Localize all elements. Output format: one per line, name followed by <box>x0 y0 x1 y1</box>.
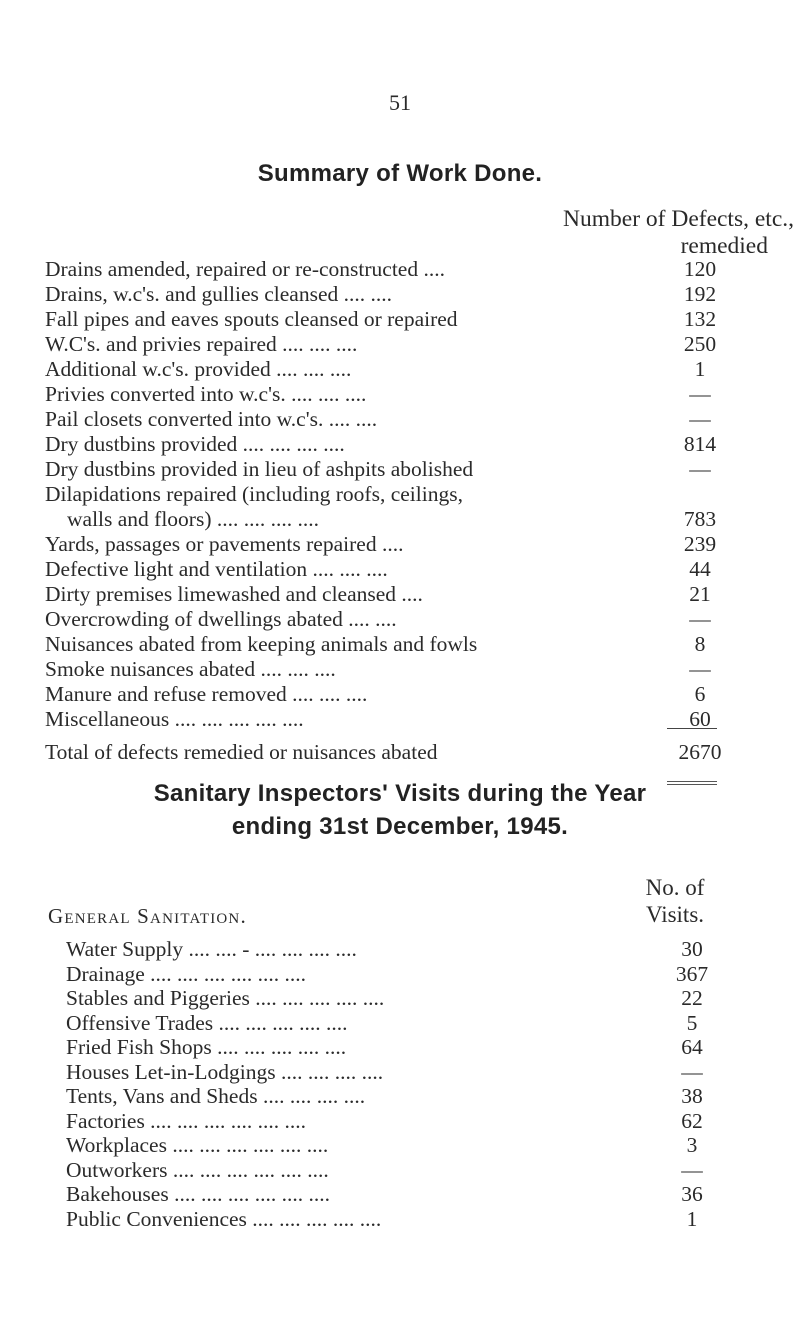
row-value: 250 <box>683 332 717 356</box>
table-row <box>45 282 745 307</box>
row-value: 21 <box>689 582 711 606</box>
row-label-text: Yards, passages or pavements repaired .... <box>45 532 404 556</box>
summary-table <box>45 257 745 732</box>
row-value: 64 <box>681 1035 703 1059</box>
table-row <box>66 1109 722 1134</box>
row-value: 132 <box>683 307 717 331</box>
row-label <box>66 1060 383 1085</box>
row-label-text: Miscellaneous .... .... .... .... .... <box>45 707 304 731</box>
row-label-text: Bakehouses .... .... .... .... .... .... <box>66 1182 330 1206</box>
row-value: 3 <box>686 1133 698 1157</box>
row-value: — <box>689 607 711 631</box>
row-label <box>66 1109 306 1134</box>
row-label-text: W.C's. and privies repaired .... .... .... <box>45 332 358 356</box>
summary-title: Summary of Work Done. <box>257 160 543 187</box>
row-value: 36 <box>681 1182 703 1206</box>
row-label-text: Additional w.c's. provided .... .... .... <box>45 357 352 381</box>
row-value: 8 <box>694 632 706 656</box>
row-label <box>45 307 458 332</box>
row-value: 367 <box>675 961 709 986</box>
row-label <box>45 457 473 482</box>
row-label <box>45 282 392 307</box>
row-value: 22 <box>681 986 703 1010</box>
row-label-text: Drains, w.c's. and gullies cleansed .... .... <box>45 282 392 306</box>
row-value: 30 <box>681 937 703 961</box>
row-label-text: Privies converted into w.c's. .... .... .... <box>45 382 367 406</box>
row-value: 6 <box>694 682 706 706</box>
table-row <box>45 707 745 732</box>
total-value: 2670 <box>678 740 722 764</box>
summary-column-heading-line1: Number of Defects, etc., <box>563 206 794 232</box>
row-value: — <box>689 457 711 481</box>
row-label <box>66 1182 330 1207</box>
table-row <box>45 357 745 382</box>
visits-column-heading <box>620 874 730 928</box>
row-label-text: Defective light and ventilation .... .... .... <box>45 557 388 581</box>
row-label-continuation: walls and floors) .... .... .... .... <box>67 507 319 531</box>
table-row <box>45 557 745 582</box>
row-label <box>45 682 367 707</box>
row-label-text: Smoke nuisances abated .... .... .... <box>45 657 336 681</box>
row-label-text: Overcrowding of dwellings abated .... .... <box>45 607 397 631</box>
row-label <box>45 407 377 432</box>
row-label <box>66 986 384 1011</box>
table-row <box>45 582 745 607</box>
row-label <box>45 557 388 582</box>
table-row <box>66 1133 722 1158</box>
row-label-text: Drainage .... .... .... .... .... .... <box>66 961 307 986</box>
row-label-text: Workplaces .... .... .... .... .... .... <box>66 1133 329 1157</box>
table-row <box>66 1158 722 1183</box>
row-value: — <box>689 407 711 431</box>
table-row <box>45 432 745 457</box>
row-label <box>45 482 463 532</box>
row-label-text: Fall pipes and eaves spouts cleansed or repaired <box>45 307 458 331</box>
row-label-text: Outworkers .... .... .... .... .... .... <box>66 1157 329 1182</box>
row-value: 783 <box>683 507 717 531</box>
table-row <box>66 1035 722 1060</box>
row-value: 5 <box>686 1010 698 1035</box>
row-label-text: Manure and refuse removed .... .... .... <box>45 682 368 706</box>
summary-column-heading <box>424 206 794 260</box>
row-label-text: Nuisances abated from keeping animals and fowls <box>45 632 478 656</box>
row-value: 1 <box>694 357 706 381</box>
row-label <box>66 1035 346 1060</box>
row-label <box>66 962 306 987</box>
row-label <box>45 657 336 682</box>
row-value: — <box>689 382 711 406</box>
table-row <box>45 657 745 682</box>
table-row <box>45 332 745 357</box>
visits-title-line2: ending 31st December, 1945. <box>231 813 569 840</box>
table-row <box>66 1084 722 1109</box>
row-value: — <box>681 1059 703 1084</box>
table-row <box>66 986 722 1011</box>
table-row <box>66 962 722 987</box>
row-label <box>45 432 345 457</box>
row-label-text: Dilapidations repaired (including roofs, ceilings, <box>45 482 463 506</box>
row-label <box>66 1084 365 1109</box>
table-row <box>66 1182 722 1207</box>
table-row <box>45 457 745 482</box>
row-label <box>45 707 304 732</box>
row-label-text: Dry dustbins provided .... .... .... .... <box>45 432 345 456</box>
table-row <box>45 632 745 657</box>
row-label <box>45 582 423 607</box>
row-value: 120 <box>683 257 717 281</box>
table-row <box>66 937 722 962</box>
table-row <box>66 1060 722 1085</box>
page-number: 51 <box>389 90 411 115</box>
row-label-text: Water Supply .... .... - .... .... .... .... <box>66 937 357 961</box>
row-label-text: Fried Fish Shops .... .... .... .... .... <box>66 1035 347 1059</box>
row-value: 239 <box>683 532 717 556</box>
table-row <box>45 532 745 557</box>
visits-column-heading-line2: Visits. <box>645 902 705 927</box>
row-label-text: Houses Let-in-Lodgings .... .... .... .... <box>66 1059 384 1084</box>
table-row <box>66 1207 722 1232</box>
total-row <box>45 740 745 765</box>
row-label <box>66 1011 347 1036</box>
row-value: 62 <box>681 1108 703 1133</box>
row-label-text: Dirty premises limewashed and cleansed .... <box>45 582 423 606</box>
row-label <box>45 257 445 282</box>
row-value: 192 <box>683 282 717 306</box>
table-row <box>45 307 745 332</box>
total-label: Total of defects remedied or nuisances abated <box>45 740 438 764</box>
table-row <box>45 682 745 707</box>
row-label <box>45 357 351 382</box>
table-row <box>45 257 745 282</box>
row-label-text: Stables and Piggeries .... .... .... .... .... <box>66 986 385 1010</box>
visits-column-heading-line1: No. of <box>645 875 705 900</box>
row-label-text: Drains amended, repaired or re-constructed .... <box>45 257 445 281</box>
row-value: — <box>689 657 711 681</box>
row-label <box>66 1207 381 1232</box>
visits-table <box>66 937 722 1231</box>
row-label <box>45 632 477 657</box>
row-label <box>66 1158 329 1183</box>
row-label <box>45 607 397 632</box>
row-value: 1 <box>686 1206 698 1231</box>
table-row <box>45 407 745 432</box>
row-value: 814 <box>683 432 717 456</box>
table-row <box>66 1011 722 1036</box>
row-label <box>45 532 403 557</box>
table-row <box>45 607 745 632</box>
row-value: 44 <box>689 557 711 581</box>
row-label <box>66 937 357 962</box>
table-row <box>45 382 745 407</box>
row-label <box>45 382 366 407</box>
row-value: 60 <box>689 707 711 731</box>
row-label <box>66 1133 328 1158</box>
row-label-text: Public Conveniences .... .... .... .... .... <box>66 1206 382 1231</box>
row-label-text: Tents, Vans and Sheds .... .... .... .... <box>66 1084 366 1108</box>
summary-column-heading-line2: remedied <box>680 233 768 259</box>
total-rule-top <box>667 728 717 729</box>
row-value: — <box>681 1157 703 1182</box>
row-value: 38 <box>681 1084 703 1108</box>
visits-title-line1: Sanitary Inspectors' Visits during the Year <box>153 780 647 807</box>
row-label-text: Pail closets converted into w.c's. .... .... <box>45 407 378 431</box>
row-label-text: Factories .... .... .... .... .... .... <box>66 1108 307 1133</box>
row-label <box>45 332 357 357</box>
row-label-text: Dry dustbins provided in lieu of ashpits abolished <box>45 457 474 481</box>
section-label: General Sanitation. <box>48 904 247 928</box>
table-row <box>45 482 745 532</box>
row-label-text: Offensive Trades .... .... .... .... .... <box>66 1010 348 1035</box>
